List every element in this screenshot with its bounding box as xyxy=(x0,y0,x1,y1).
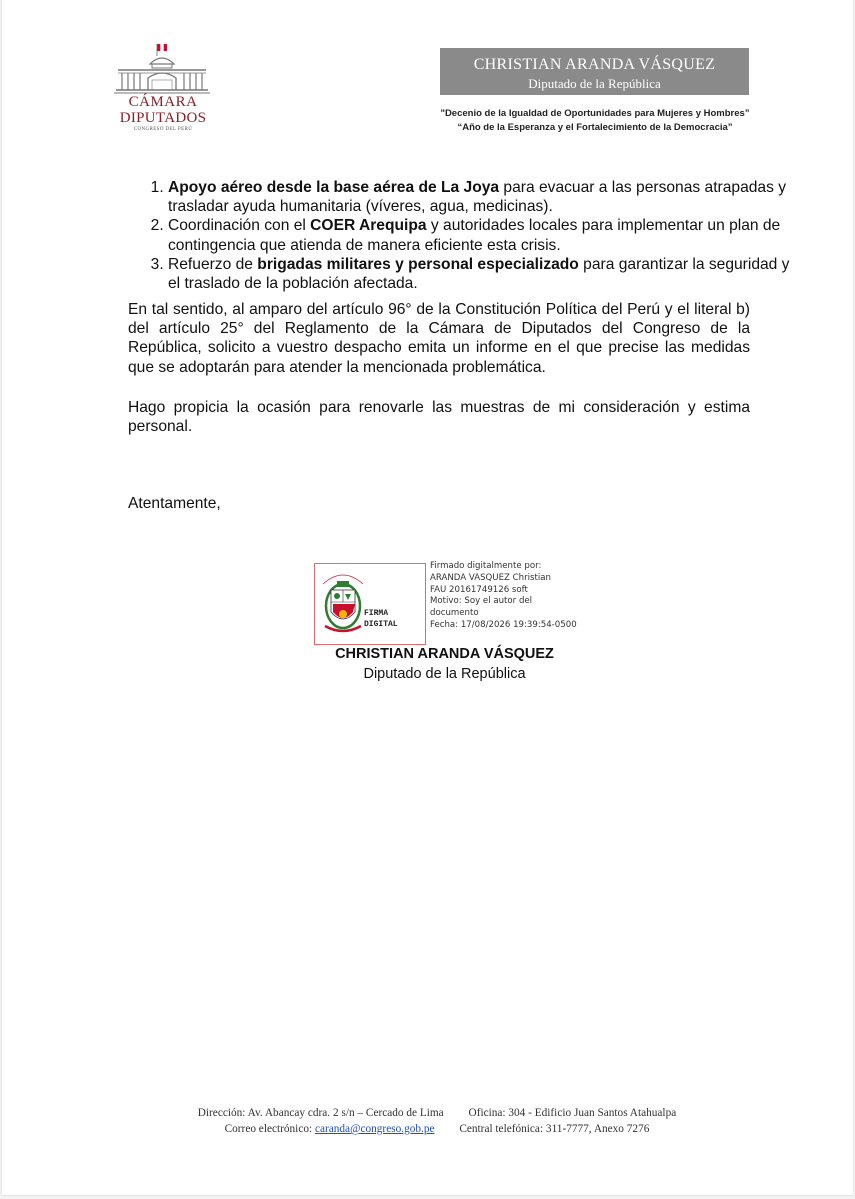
paragraph-legal-basis: En tal sentido, al amparo del artículo 96° de la Constitución Política del Perú y el literal b) del artículo 25° del Reglamento de la Cámara de Diputados del Congreso de la República, solicito a vuestro despacho emita un informe en el que precise las medidas que se adoptarán para atender la mencionada problemática. xyxy=(128,301,750,376)
signer-name: CHRISTIAN ARANDA VÁSQUEZ xyxy=(335,646,554,662)
footer-line-2 xyxy=(122,1121,752,1137)
closing-salutation: Atentamente, xyxy=(128,495,221,512)
footer-office-label: Oficina: xyxy=(468,1107,506,1119)
point-3-bold: brigadas militares y personal especializado xyxy=(257,255,579,273)
header-deputy-role: Diputado de la República xyxy=(528,76,661,91)
point-1-bold: Apoyo aéreo desde la base aérea de La Joya xyxy=(168,179,500,196)
peru-coat-of-arms-icon xyxy=(315,564,425,644)
footer-line-1 xyxy=(122,1105,752,1121)
point-2-pre: Coordinación con el xyxy=(168,217,311,235)
list-item xyxy=(168,216,790,254)
footer-address: Av. Abancay cdra. 2 s/n – Cercado de Lima xyxy=(247,1107,444,1119)
sig-info-line: documento xyxy=(430,608,479,619)
page-footer xyxy=(122,1105,752,1137)
decenio-line: "Decenio de la Igualdad de Oportunidades para Mujeres y Hombres” xyxy=(440,108,750,119)
point-3-pre: Refuerzo de xyxy=(168,255,258,273)
list-item xyxy=(168,255,790,293)
document-page xyxy=(2,0,853,1195)
point-1-post: para evacuar a las personas atrapadas y trasladar ayuda humanitaria (víveres, agua, medicinas). xyxy=(168,179,787,216)
point-3-post: para garantizar la seguridad y el traslado de la población afectada. xyxy=(168,255,790,293)
request-points-list xyxy=(128,178,790,293)
logo-text-congreso: CONGRESO DEL PERÚ xyxy=(133,127,193,132)
stamp-label-line1: FIRMA xyxy=(364,609,389,618)
paragraph-courtesy: Hago propicia la ocasión para renovarle las muestras de mi consideración y estima personal. xyxy=(128,399,750,436)
digital-signature-stamp xyxy=(314,563,426,645)
stamp-label-line2: DIGITAL xyxy=(364,620,398,629)
point-2-post: y autoridades locales para implementar un plan de contingencia que atienda de manera eficiente esta crisis. xyxy=(168,217,781,254)
logo-text-diputados: DIPUTADOS xyxy=(119,110,207,126)
stamp-label xyxy=(364,608,398,630)
sig-info-line: FAU 20161749126 soft xyxy=(430,584,528,595)
header-name-box xyxy=(440,48,749,95)
footer-office: 304 - Edificio Juan Santos Atahualpa xyxy=(508,1107,677,1119)
signer-role: Diputado de la República xyxy=(363,666,526,682)
footer-phone-label: Central telefónica: xyxy=(459,1123,544,1135)
logo-text-camara: CÁMARA xyxy=(128,94,198,110)
footer-address-label: Dirección: xyxy=(197,1107,246,1119)
sig-info-line: Motivo: Soy el autor del xyxy=(430,596,533,607)
footer-email-label: Correo electrónico: xyxy=(224,1123,313,1135)
congress-building-icon xyxy=(112,42,212,97)
signature-details xyxy=(430,561,600,632)
sig-info-line: ARANDA VASQUEZ Christian xyxy=(430,572,551,583)
point-2-bold: COER Arequipa xyxy=(310,217,427,235)
sig-info-line: Firmado digitalmente por: xyxy=(430,561,542,571)
decenio-motto xyxy=(402,107,788,135)
list-item xyxy=(168,178,790,216)
year-name-line: “Año de la Esperanza y el Fortalecimiento de la Democracia” xyxy=(457,122,733,133)
header-deputy-name: CHRISTIAN ARANDA VÁSQUEZ xyxy=(473,56,716,73)
sig-info-line: Fecha: 17/08/2026 19:39:54-0500 xyxy=(430,619,577,630)
footer-email-link[interactable]: caranda@congreso.gob.pe xyxy=(314,1123,435,1135)
footer-phone: 311-7777, Anexo 7276 xyxy=(545,1123,650,1135)
